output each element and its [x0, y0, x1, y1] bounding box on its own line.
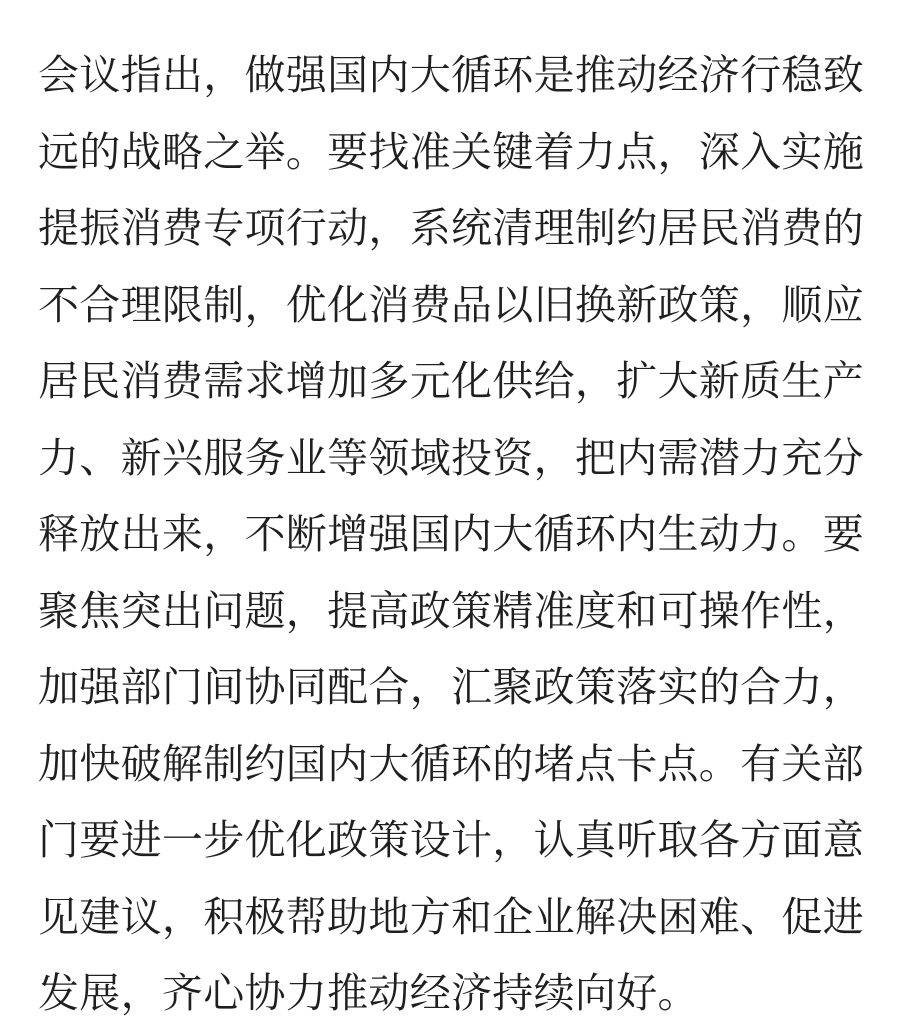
article-line-3: 提振消费专项行动，系统清理制约居民消费的: [38, 204, 864, 252]
article-line-6: 力、新兴服务业等领域投资，把内需潜力充分: [38, 433, 864, 482]
article-line-11: 门要进一步优化政策设计，认真听取各方面意: [38, 816, 864, 864]
article-line-7: 释放出来，不断增强国内大循环内生动力。要: [38, 510, 864, 558]
article-paragraph: [38, 37, 884, 1032]
article-line-13: 发展，齐心协力推动经济持续向好。: [38, 969, 699, 1017]
article-line-9: 加强部门间协同配合，汇聚政策落实的合力，: [38, 663, 864, 711]
article-line-12: 见建议，积极帮助地方和企业解决困难、促进: [38, 892, 864, 941]
article-line-2: 远的战略之举。要找准关键着力点，深入实施: [38, 127, 864, 176]
article-line-8: 聚焦突出问题，提高政策精准度和可操作性，: [38, 586, 864, 635]
article-line-5: 居民消费需求增加多元化供给，扩大新质生产: [38, 357, 864, 405]
article-line-4: 不合理限制，优化消费品以旧换新政策，顺应: [38, 280, 864, 329]
article-line-10: 加快破解制约国内大循环的堵点卡点。有关部: [38, 739, 864, 788]
article-line-1: 会议指出，做强国内大循环是推动经济行稳致: [38, 51, 864, 99]
